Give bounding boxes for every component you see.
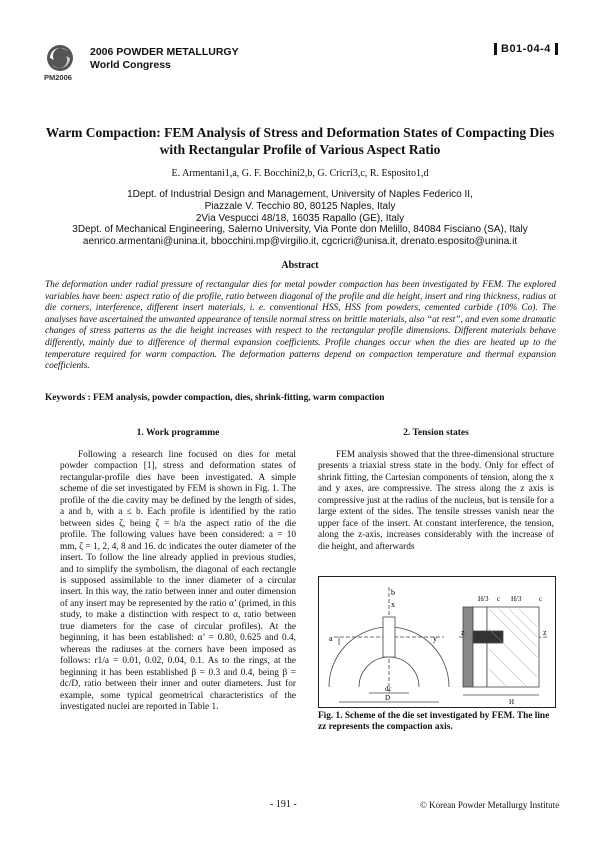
section-body-work-programme: Following a research line focused on dies for metal powder compaction [1], stress and deformation states of rectangular-profile dies have been investigated. A simple scheme of die set investigated by FEM is shown in Fig. 1. The profile of the die cavity may be defined by the length of sides, a and b, with a ≤ b. Each profile is identified by the ratio between sides ζ, being ζ = b/a the aspect ratio of the die profile. The following values have been considered: a = 10 mm, ζ = 1, 2, 4, 8 and 16. dc indicates the outer diameter of the insert. To follow the line already applied in previous studies, and to simplify the symbolism, the diagonal of each rectangle is supposed assimilable to the inner diameter of a circular insert. In this way, the ratio between inner and outer dimension of any insert may be represented by the ratio α’ (primed, in this study, to make a distinction with respect to α, ratio between true diameters for the case of circular profiles). At the beginning, it has been established: α’ = 0.80, 0.625 and 0.4, whereas the radiuses at the corners have been imposed as follows: r1/a = 0.01, 0.02, 0.04, 0.1. As to the rings, at the beginning it has been established β = 0.3 and 0.4, being β = dc/D, ratio between their inner and outer diameters. Just for example, some typical geometrical characteristics of the investigated nuclei are reported in Table 1. [60, 450, 296, 712]
label-h3-right: H/3 [511, 595, 522, 603]
label-b: b [391, 588, 395, 597]
abstract-heading: Abstract [281, 260, 319, 271]
copyright-notice: © Korean Powder Metallurgy Institute [420, 800, 560, 810]
figure-die-scheme [318, 576, 556, 708]
figure-caption: Fig. 1. Scheme of the die set investigated by FEM. The line zz represents the compaction axis. [318, 711, 550, 733]
keywords: Keywords : FEM analysis, powder compaction, dies, shrink-fitting, warm compaction [45, 393, 385, 403]
label-z-left: z [461, 628, 465, 637]
paper-code: B01-04-4 [494, 43, 558, 55]
affiliation-line: Piazzale V. Tecchio 80, 80125 Naples, Italy [204, 200, 396, 212]
section-heading-work-programme: 1. Work programme [136, 428, 220, 438]
section-heading-tension-states: 2. Tension states [403, 428, 469, 438]
label-H: H [509, 698, 515, 706]
paper-title: Warm Compaction: FEM Analysis of Stress and Deformation States of Compacting Dies with Rectangular Profile of Various Aspect Ratio [45, 125, 555, 157]
label-c-left: c [497, 595, 501, 603]
authors-text: E. Armentani1,a, G. F. Bocchini2,b, G. Cricri3,c, R. Esposito1,d [171, 168, 429, 179]
label-c-right: c [539, 595, 543, 603]
affiliation-line: 2Via Vespucci 48/18, 16035 Rapallo (GE), Italy [195, 212, 405, 224]
label-z-right: z [543, 628, 547, 637]
label-y: y [433, 634, 437, 643]
label-dc: dc [385, 685, 392, 693]
logo-text: PM2006 [44, 73, 72, 82]
affiliation-emails: aenrico.armentani@unina.it, bbocchini.mp@virgilio.it, cgcricri@unisa.it, drenato.esposito@unina.it [82, 236, 518, 248]
abstract-text: The deformation under radial pressure of rectangular dies for metal powder compaction has been investigated by FEM. The explored variables have been: aspect ratio of die profile, ratio between diagonal of the profile and die height, insert and ring thickness, radius at die corners, interference, different insert materials, i. e. conventional HSS, HSS from powders, cemented carbide (10% Co). The analyses have ascertained the unwanted appearance of tensile normal stress on brittle materials, also “at rest”, and even some dramatic changes of stress patterns as the die height increases with respect to the rectangular profile dimensions. Different materials behave differently, mainly due to difference of thermal expansion coefficients. Profile changes occur when the dies are heated up to the temperature required for warm compaction. The deformation patterns depend on compaction temperature and thermal expansion coefficients. [45, 280, 556, 372]
section-body-tension-states: FEM analysis showed that the three-dimensional structure presents a triaxial stress state in the body. Only for effect of shrink fitting, the Cartesian components of tension, along the x and y axes, are compressive. The stress along the z axis is compressive just at the radius of the nucleus, but is tensile for a large extent of the sides. The tensile stresses vanish near the upper face of the insert. At constant interference, the tension, along the z-axis, increases considerably with the increase of die height, and afterwards [318, 450, 554, 552]
die-scheme-drawing [319, 577, 555, 707]
affiliations [40, 189, 560, 248]
conference-name: 2006 POWDER METALLURGY [90, 46, 239, 58]
label-x: x [391, 600, 395, 609]
label-a: a [329, 634, 333, 643]
page-number: - 191 - [270, 799, 297, 810]
affiliation-line: 3Dept. of Mechanical Engineering, Salerno University, Via Ponte don Melillo, 84084 Fisciano (SA), Italy [72, 224, 528, 236]
label-h3-left: H/3 [478, 595, 489, 603]
affiliation-line: 1Dept. of Industrial Design and Management, University of Naples Federico II, [127, 189, 473, 200]
conference-subtitle: World Congress [90, 59, 171, 71]
author-list [40, 168, 560, 179]
label-D: D [385, 694, 391, 702]
